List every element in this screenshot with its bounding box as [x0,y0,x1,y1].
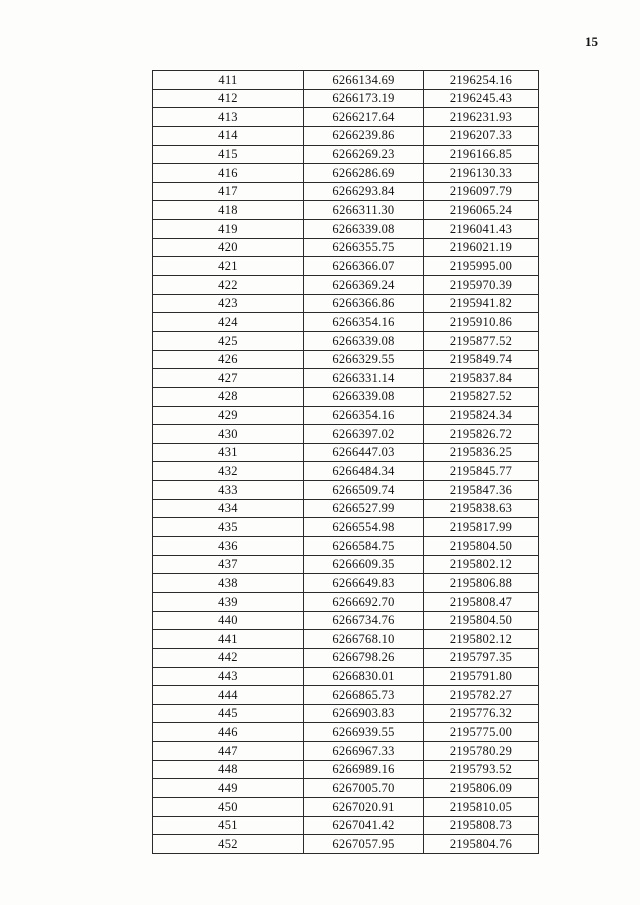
easting-cell: 6266311.30 [304,201,424,220]
northing-cell: 2196207.33 [424,126,539,145]
easting-cell: 6266134.69 [304,71,424,90]
table-row [153,481,539,500]
northing-cell: 2196097.79 [424,182,539,201]
coordinates-table-body [153,71,539,854]
easting-cell: 6266329.55 [304,350,424,369]
northing-cell: 2195806.09 [424,779,539,798]
table-row [153,89,539,108]
easting-cell: 6266989.16 [304,760,424,779]
table-row [153,145,539,164]
easting-cell: 6266355.75 [304,238,424,257]
point-id-cell: 421 [153,257,304,276]
northing-cell: 2195804.50 [424,611,539,630]
easting-cell: 6267005.70 [304,779,424,798]
northing-cell: 2196065.24 [424,201,539,220]
easting-cell: 6266734.76 [304,611,424,630]
northing-cell: 2195804.50 [424,537,539,556]
table-row [153,537,539,556]
table-row [153,630,539,649]
point-id-cell: 415 [153,145,304,164]
easting-cell: 6266554.98 [304,518,424,537]
coordinates-table [152,70,539,854]
table-row [153,108,539,127]
easting-cell: 6266369.24 [304,276,424,295]
easting-cell: 6266339.08 [304,331,424,350]
northing-cell: 2195775.00 [424,723,539,742]
table-row [153,387,539,406]
easting-cell: 6266967.33 [304,742,424,761]
point-id-cell: 428 [153,387,304,406]
point-id-cell: 414 [153,126,304,145]
point-id-cell: 422 [153,276,304,295]
point-id-cell: 442 [153,648,304,667]
northing-cell: 2195970.39 [424,276,539,295]
table-row [153,574,539,593]
point-id-cell: 424 [153,313,304,332]
table-row [153,126,539,145]
point-id-cell: 433 [153,481,304,500]
easting-cell: 6266354.16 [304,406,424,425]
point-id-cell: 432 [153,462,304,481]
northing-cell: 2195806.88 [424,574,539,593]
easting-cell: 6266484.34 [304,462,424,481]
easting-cell: 6266217.64 [304,108,424,127]
table-row [153,667,539,686]
northing-cell: 2195838.63 [424,499,539,518]
easting-cell: 6266286.69 [304,164,424,183]
point-id-cell: 411 [153,71,304,90]
easting-cell: 6266366.86 [304,294,424,313]
easting-cell: 6266584.75 [304,537,424,556]
table-row [153,220,539,239]
northing-cell: 2195791.80 [424,667,539,686]
northing-cell: 2195782.27 [424,686,539,705]
point-id-cell: 447 [153,742,304,761]
easting-cell: 6266830.01 [304,667,424,686]
easting-cell: 6266692.70 [304,592,424,611]
point-id-cell: 448 [153,760,304,779]
northing-cell: 2195941.82 [424,294,539,313]
point-id-cell: 417 [153,182,304,201]
table-row [153,369,539,388]
northing-cell: 2195847.36 [424,481,539,500]
northing-cell: 2195808.73 [424,816,539,835]
northing-cell: 2195793.52 [424,760,539,779]
northing-cell: 2195827.52 [424,387,539,406]
table-row [153,201,539,220]
point-id-cell: 441 [153,630,304,649]
easting-cell: 6266768.10 [304,630,424,649]
easting-cell: 6266447.03 [304,443,424,462]
point-id-cell: 419 [153,220,304,239]
table-row [153,592,539,611]
point-id-cell: 435 [153,518,304,537]
point-id-cell: 429 [153,406,304,425]
northing-cell: 2195837.84 [424,369,539,388]
table-row [153,742,539,761]
point-id-cell: 439 [153,592,304,611]
point-id-cell: 450 [153,797,304,816]
point-id-cell: 427 [153,369,304,388]
point-id-cell: 438 [153,574,304,593]
northing-cell: 2196245.43 [424,89,539,108]
easting-cell: 6266339.08 [304,387,424,406]
northing-cell: 2195817.99 [424,518,539,537]
easting-cell: 6267057.95 [304,835,424,854]
point-id-cell: 430 [153,425,304,444]
table-row [153,238,539,257]
northing-cell: 2195802.12 [424,555,539,574]
northing-cell: 2195808.47 [424,592,539,611]
point-id-cell: 420 [153,238,304,257]
table-row [153,257,539,276]
northing-cell: 2195995.00 [424,257,539,276]
table-row [153,276,539,295]
easting-cell: 6266609.35 [304,555,424,574]
table-row [153,350,539,369]
table-row [153,723,539,742]
page-number: 15 [585,34,598,49]
table-row [153,555,539,574]
easting-cell: 6266339.08 [304,220,424,239]
easting-cell: 6266649.83 [304,574,424,593]
easting-cell: 6266354.16 [304,313,424,332]
table-row [153,797,539,816]
table-row [153,704,539,723]
point-id-cell: 449 [153,779,304,798]
northing-cell: 2196166.85 [424,145,539,164]
table-row [153,760,539,779]
table-row [153,406,539,425]
table-row [153,443,539,462]
table-row [153,331,539,350]
northing-cell: 2196041.43 [424,220,539,239]
table-row [153,648,539,667]
table-row [153,182,539,201]
point-id-cell: 412 [153,89,304,108]
point-id-cell: 413 [153,108,304,127]
point-id-cell: 431 [153,443,304,462]
easting-cell: 6267041.42 [304,816,424,835]
easting-cell: 6266903.83 [304,704,424,723]
northing-cell: 2196254.16 [424,71,539,90]
easting-cell: 6266527.99 [304,499,424,518]
easting-cell: 6266293.84 [304,182,424,201]
northing-cell: 2195804.76 [424,835,539,854]
point-id-cell: 436 [153,537,304,556]
easting-cell: 6266865.73 [304,686,424,705]
table-row [153,462,539,481]
table-row [153,164,539,183]
point-id-cell: 425 [153,331,304,350]
point-id-cell: 443 [153,667,304,686]
point-id-cell: 437 [153,555,304,574]
northing-cell: 2195910.86 [424,313,539,332]
point-id-cell: 445 [153,704,304,723]
northing-cell: 2195780.29 [424,742,539,761]
table-row [153,835,539,854]
easting-cell: 6266366.07 [304,257,424,276]
easting-cell: 6266509.74 [304,481,424,500]
table-row [153,816,539,835]
table-row [153,71,539,90]
point-id-cell: 444 [153,686,304,705]
easting-cell: 6266397.02 [304,425,424,444]
northing-cell: 2195845.77 [424,462,539,481]
northing-cell: 2196130.33 [424,164,539,183]
point-id-cell: 416 [153,164,304,183]
table-row [153,518,539,537]
northing-cell: 2195776.32 [424,704,539,723]
table-row [153,294,539,313]
point-id-cell: 434 [153,499,304,518]
table-row [153,425,539,444]
easting-cell: 6266269.23 [304,145,424,164]
northing-cell: 2196021.19 [424,238,539,257]
point-id-cell: 451 [153,816,304,835]
table-row [153,313,539,332]
table-row [153,499,539,518]
point-id-cell: 418 [153,201,304,220]
point-id-cell: 446 [153,723,304,742]
table-row [153,779,539,798]
point-id-cell: 440 [153,611,304,630]
northing-cell: 2195810.05 [424,797,539,816]
easting-cell: 6266939.55 [304,723,424,742]
easting-cell: 6267020.91 [304,797,424,816]
easting-cell: 6266798.26 [304,648,424,667]
northing-cell: 2195802.12 [424,630,539,649]
point-id-cell: 452 [153,835,304,854]
northing-cell: 2195836.25 [424,443,539,462]
point-id-cell: 426 [153,350,304,369]
northing-cell: 2195826.72 [424,425,539,444]
northing-cell: 2195877.52 [424,331,539,350]
northing-cell: 2195849.74 [424,350,539,369]
northing-cell: 2195797.35 [424,648,539,667]
easting-cell: 6266239.86 [304,126,424,145]
table-row [153,686,539,705]
table-row [153,611,539,630]
easting-cell: 6266331.14 [304,369,424,388]
easting-cell: 6266173.19 [304,89,424,108]
northing-cell: 2195824.34 [424,406,539,425]
point-id-cell: 423 [153,294,304,313]
northing-cell: 2196231.93 [424,108,539,127]
